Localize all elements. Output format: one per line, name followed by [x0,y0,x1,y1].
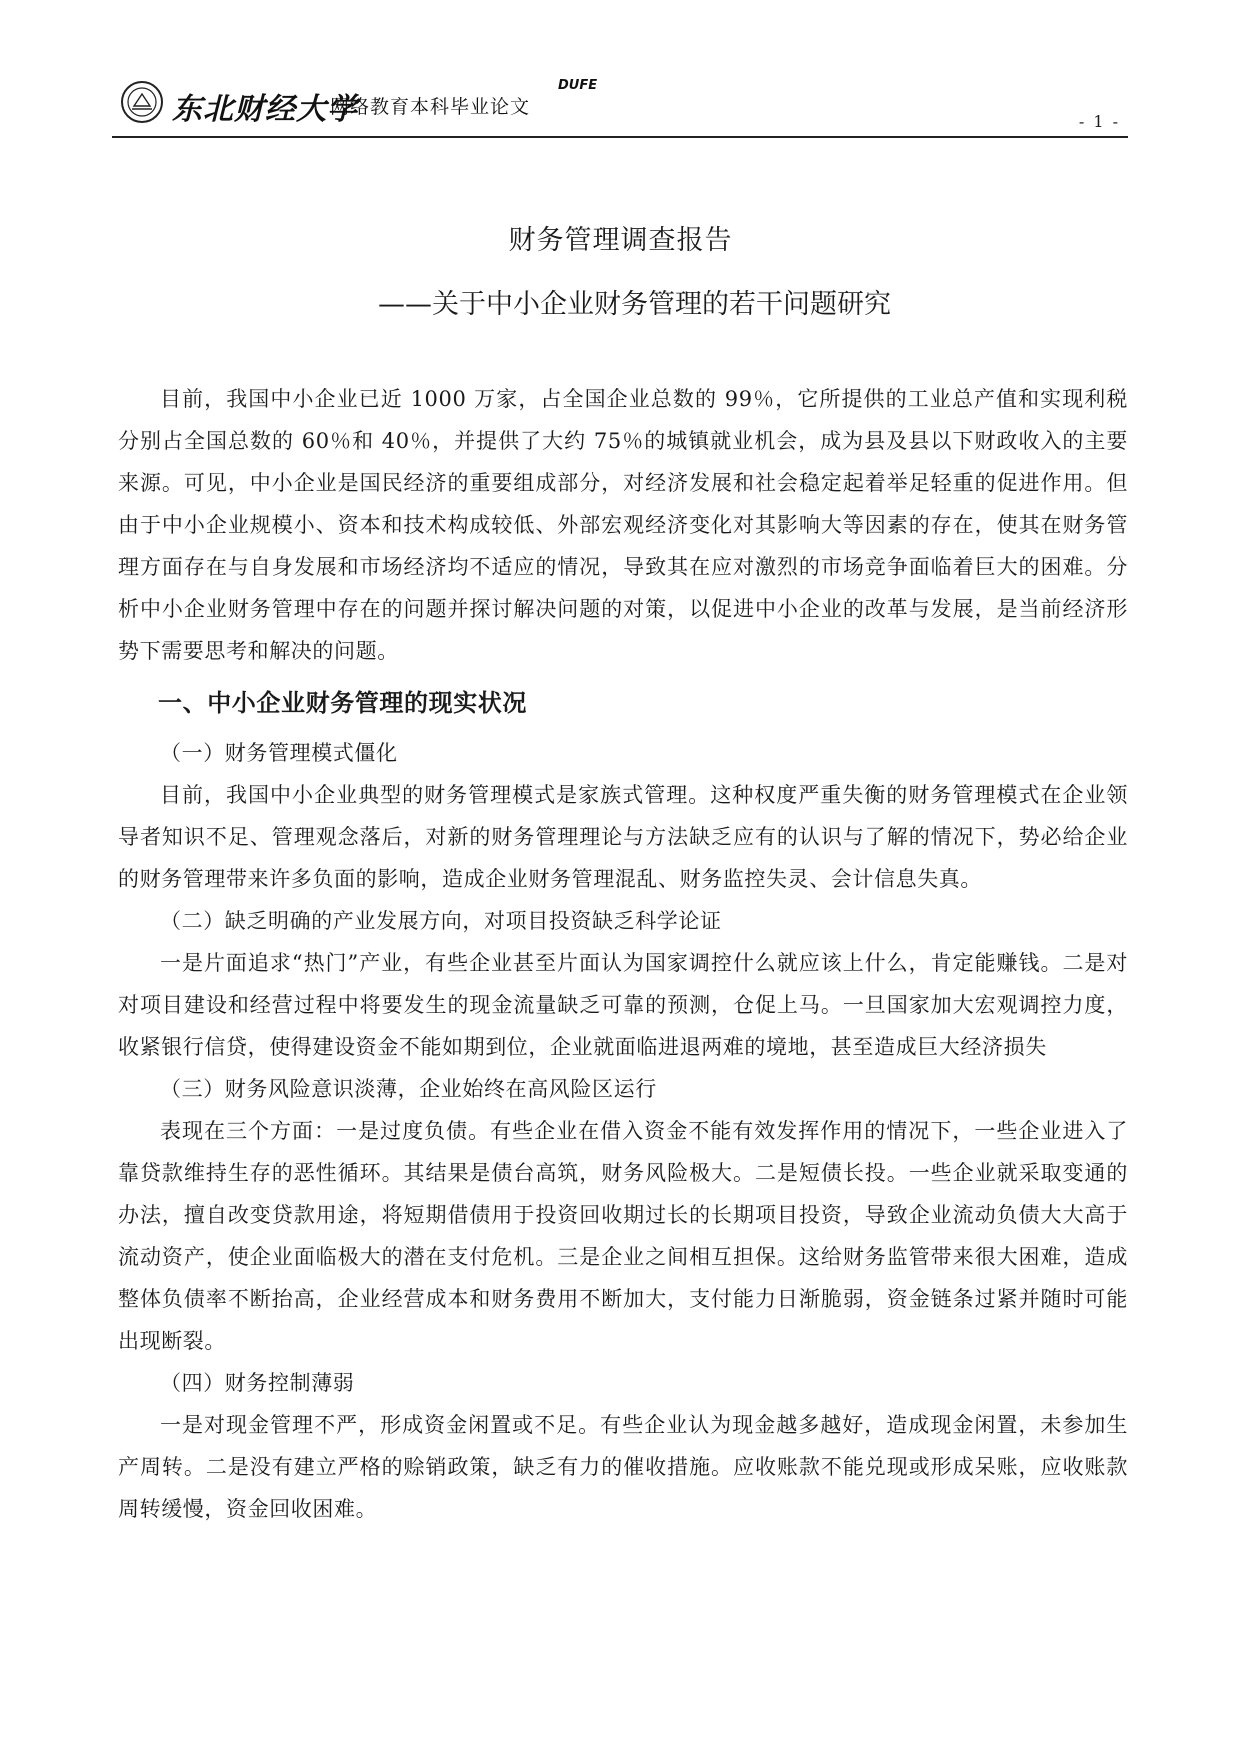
subsection-heading: （三）财务风险意识淡薄，企业始终在高风险区运行 [160,1077,657,1101]
university-seal-icon [120,80,164,124]
section-heading: 一、中小企业财务管理的现实状况 [158,689,527,717]
subsection-heading: （二）缺乏明确的产业发展方向，对项目投资缺乏科学论证 [160,909,722,933]
page-number: - 1 - [1078,112,1120,131]
report-title: 财务管理调查报告 [508,225,733,256]
header-subtitle: 网络教育本科毕业论文 [330,96,531,118]
document-header [112,78,1128,140]
header-rule [112,136,1128,138]
school-name: 东北财经大学 [172,92,358,127]
body-paragraph: 表现在三个方面：一是过度负债。有些企业在借入资金不能有效发挥作用的情况下，一些企业进入了靠贷款维持生存的恶性循环。其结果是债台高筑，财务风险极大。二是短债长投。一些企业就采取变通的办法，擅自改变贷款用途，将短期借债用于投资回收期过长的长期项目投资，导致企业流动负债大大高于流动资产，使企业面临极大的潜在支付危机。三是企业之间相互担保。这给财务监管带来很大困难，造成整体负债率不断抬高，企业经营成本和财务费用不断加大，支付能力日渐脆弱，资金链条过紧并随时可能出现断裂。 [118,1119,1128,1353]
subsection-heading: （四）财务控制薄弱 [160,1371,355,1395]
intro-paragraph: 目前，我国中小企业已近 1000 万家，占全国企业总数的 99％，它所提供的工业总产值和实现利税分别占全国总数的 60％和 40％，并提供了大约 75％的城镇就业机会，成为县及县以下财政收入的主要来源。可见，中小企业是国民经济的重要组成部分，对经济发展和社会稳定起着举足轻重的促进作用。但由于中小企业规模小、资本和技术构成较低、外部宏观经济变化对其影响大等因素的存在，使其在财务管理方面存在与自身发展和市场经济均不适应的情况，导致其在应对激烈的市场竞争面临着巨大的困难。分析中小企业财务管理中存在的问题并探讨解决问题的对策，以促进中小企业的改革与发展，是当前经济形势下需要思考和解决的问题。 [118,387,1128,663]
body-paragraph: 目前，我国中小企业典型的财务管理模式是家族式管理。这种权度严重失衡的财务管理模式在企业领导者知识不足、管理观念落后，对新的财务管理理论与方法缺乏应有的认识与了解的情况下，势必给企业的财务管理带来许多负面的影响，造成企业财务管理混乱、财务监控失灵、会计信息失真。 [118,783,1128,891]
body-paragraph: 一是对现金管理不严，形成资金闲置或不足。有些企业认为现金越多越好，造成现金闲置，未参加生产周转。二是没有建立严格的赊销政策，缺乏有力的催收措施。应收账款不能兑现或形成呆账，应收账款周转缓慢，资金回收困难。 [118,1413,1128,1521]
body-paragraph: 一是片面追求“热门”产业，有些企业甚至片面认为国家调控什么就应该上什么，肯定能赚钱。二是对对项目建设和经营过程中将要发生的现金流量缺乏可靠的预测，仓促上马。一旦国家加大宏观调控力度，收紧银行信贷，使得建设资金不能如期到位，企业就面临进退两难的境地，甚至造成巨大经济损失 [118,951,1128,1059]
dufe-logo: DUFE [558,78,598,93]
subsection-heading: （一）财务管理模式僵化 [160,741,398,765]
report-subtitle: ——关于中小企业财务管理的若干问题研究 [378,289,891,320]
report-body [118,378,1128,1530]
